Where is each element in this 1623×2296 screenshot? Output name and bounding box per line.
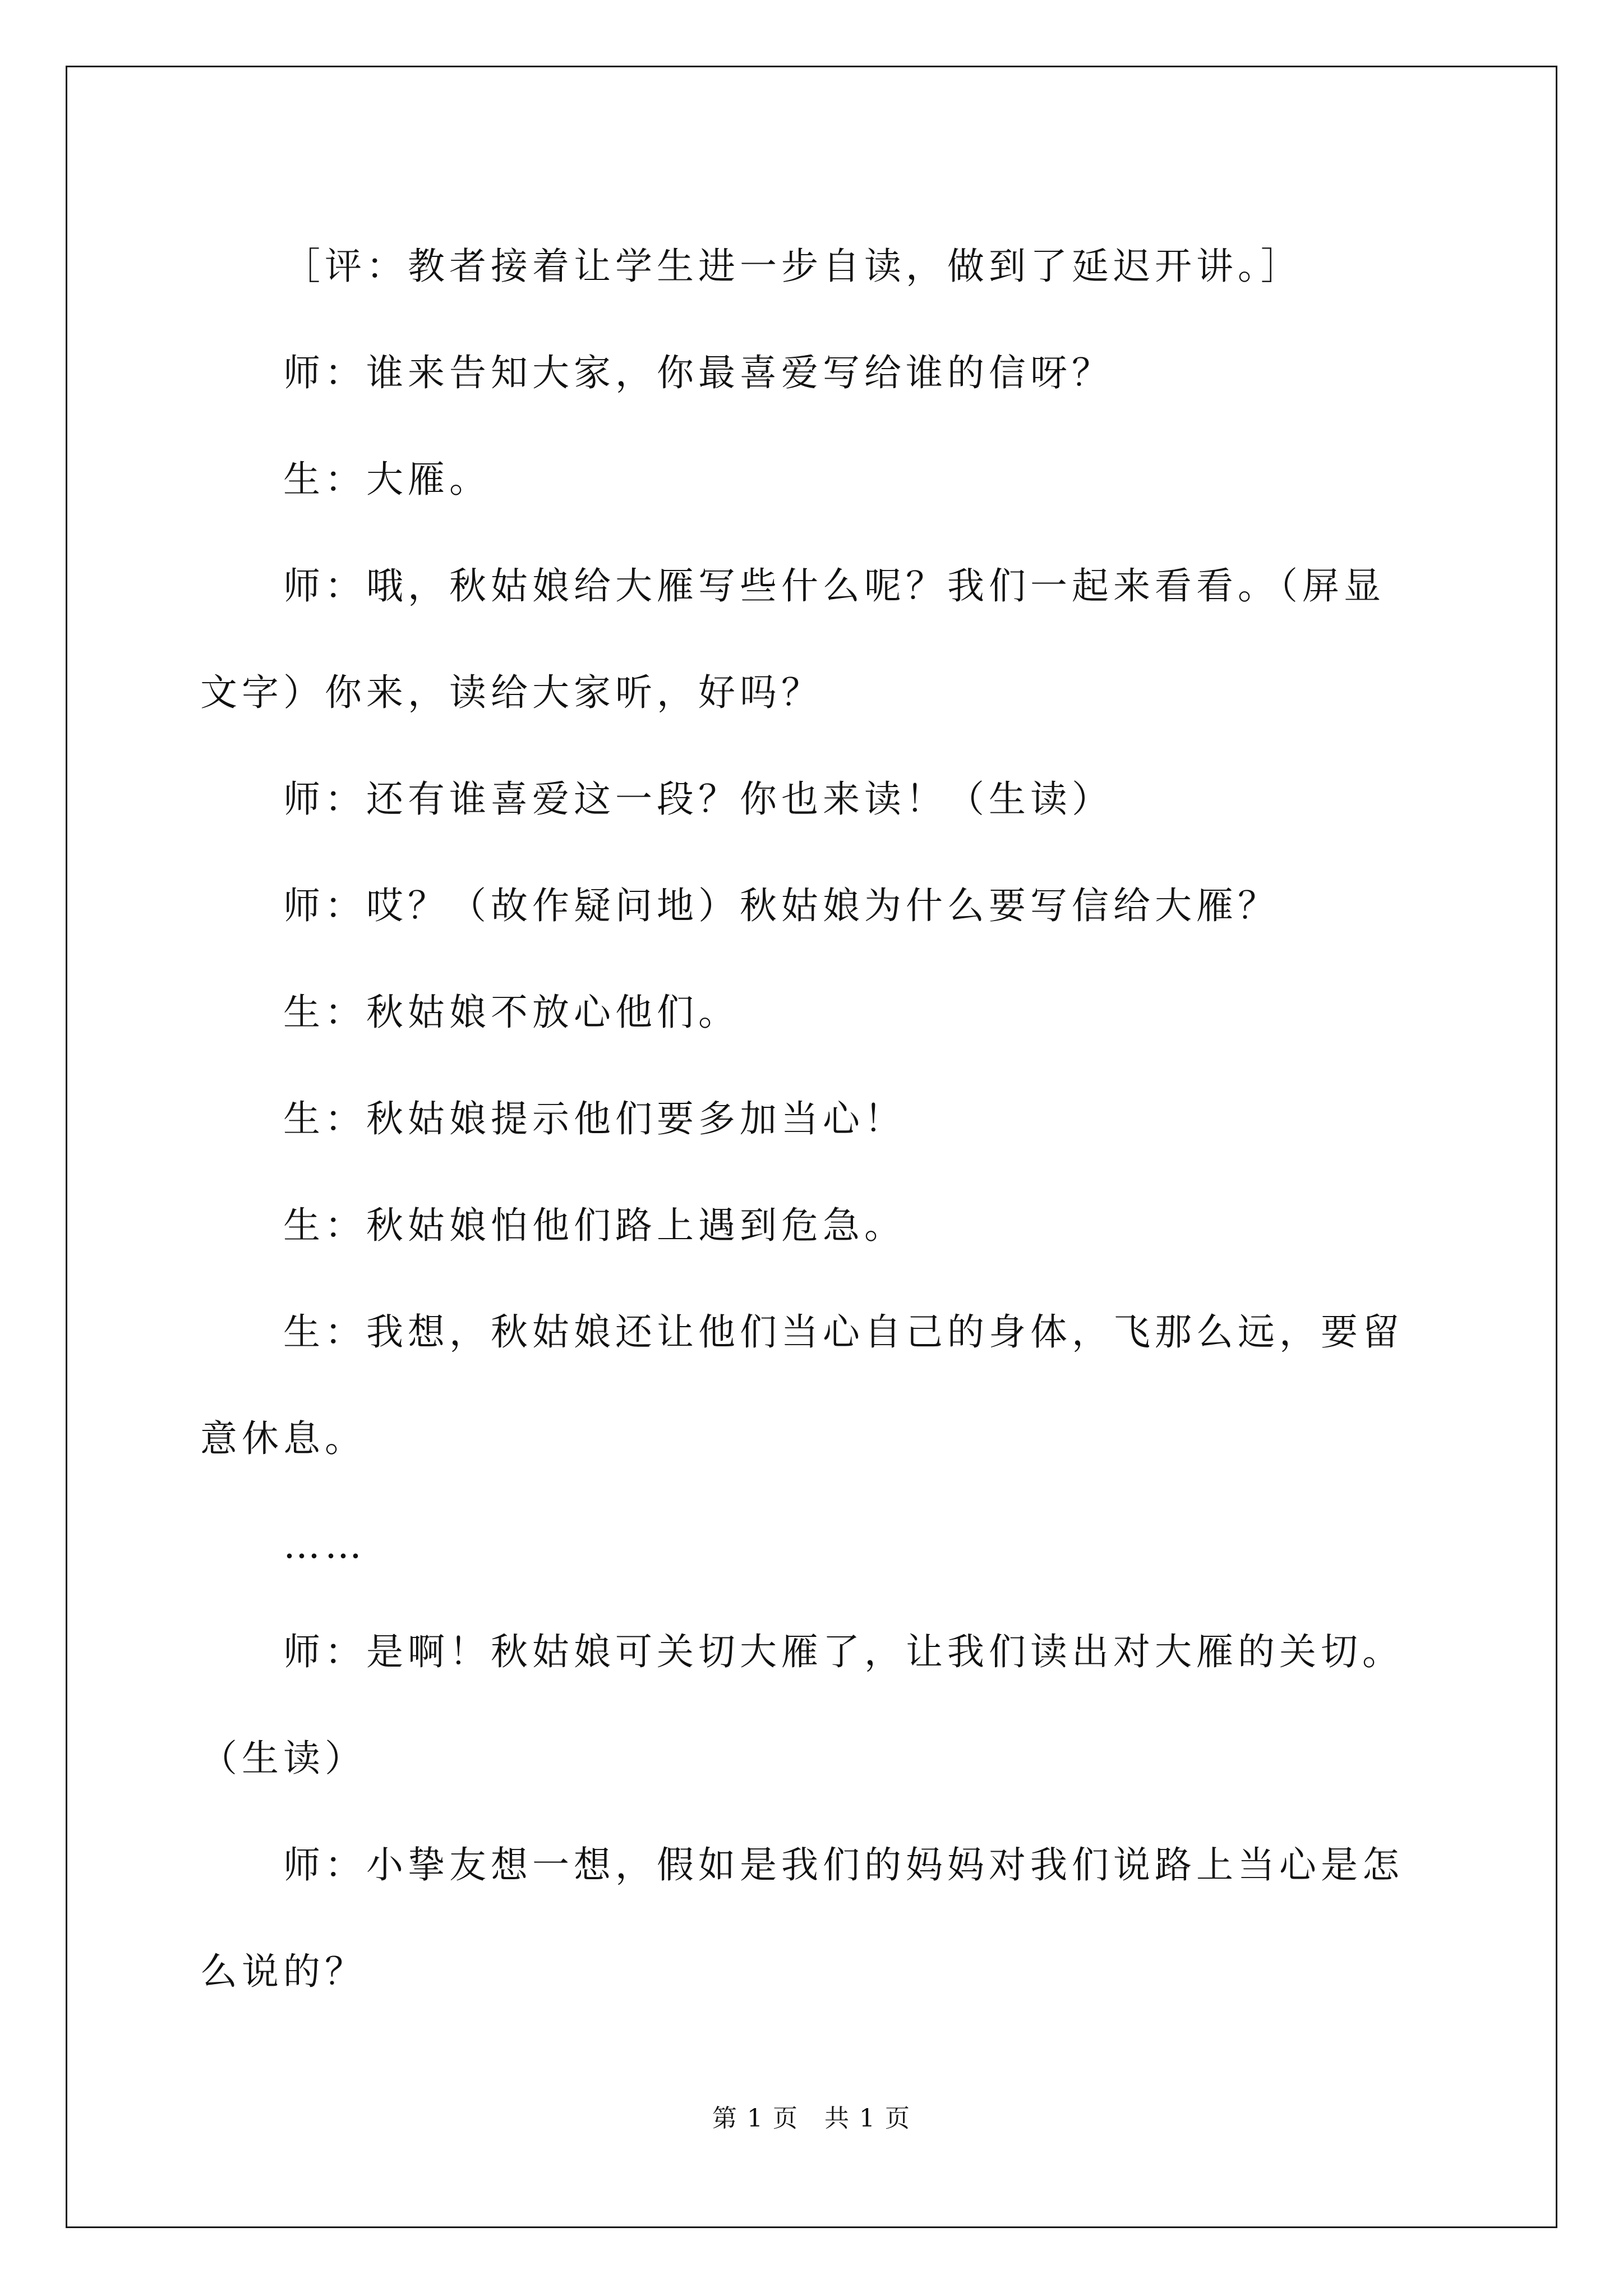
paragraph-student-3: 生：秋姑娘怕他们路上遇到危急。 [283,1204,906,1247]
paragraph-ellipsis: …… [283,1524,366,1567]
paragraph-teacher-read: 师：哦，秋姑娘给大雁写些什么呢？我们一起来看看。（屏显文字）你来，读给大家听，好吗？ [200,564,1385,714]
document-body [200,213,1423,2025]
paragraph-teacher-mom: 师：小挚友想一想，假如是我们的妈妈对我们说路上当心是怎么说的？ [200,1843,1404,1993]
page-number-footer: 第 1 页 共 1 页 [712,2104,911,2133]
paragraph-comment: ［评：教者接着让学生进一步自读，做到了延迟开讲。］ [283,245,1302,288]
paragraph-teacher-question: 师：谁来告知大家，你最喜爱写给谁的信呀？ [283,351,1113,394]
paragraph-teacher-care: 师：是啊！秋姑娘可关切大雁了，让我们读出对大雁的关切。（生读） [200,1630,1404,1780]
paragraph-teacher-invite: 师：还有谁喜爱这一段？你也来读！（生读） [283,777,1113,821]
paragraph-student-answer: 生：大雁。 [283,458,491,501]
paragraph-student-1: 生：秋姑娘不放心他们。 [283,991,740,1034]
paragraph-student-4: 生：我想，秋姑娘还让他们当心自己的身体，飞那么远，要留意休息。 [200,1310,1404,1460]
paragraph-student-2: 生：秋姑娘提示他们要多加当心！ [283,1097,906,1140]
paragraph-teacher-why: 师：哎？（故作疑问地）秋姑娘为什么要写信给大雁？ [283,884,1279,927]
